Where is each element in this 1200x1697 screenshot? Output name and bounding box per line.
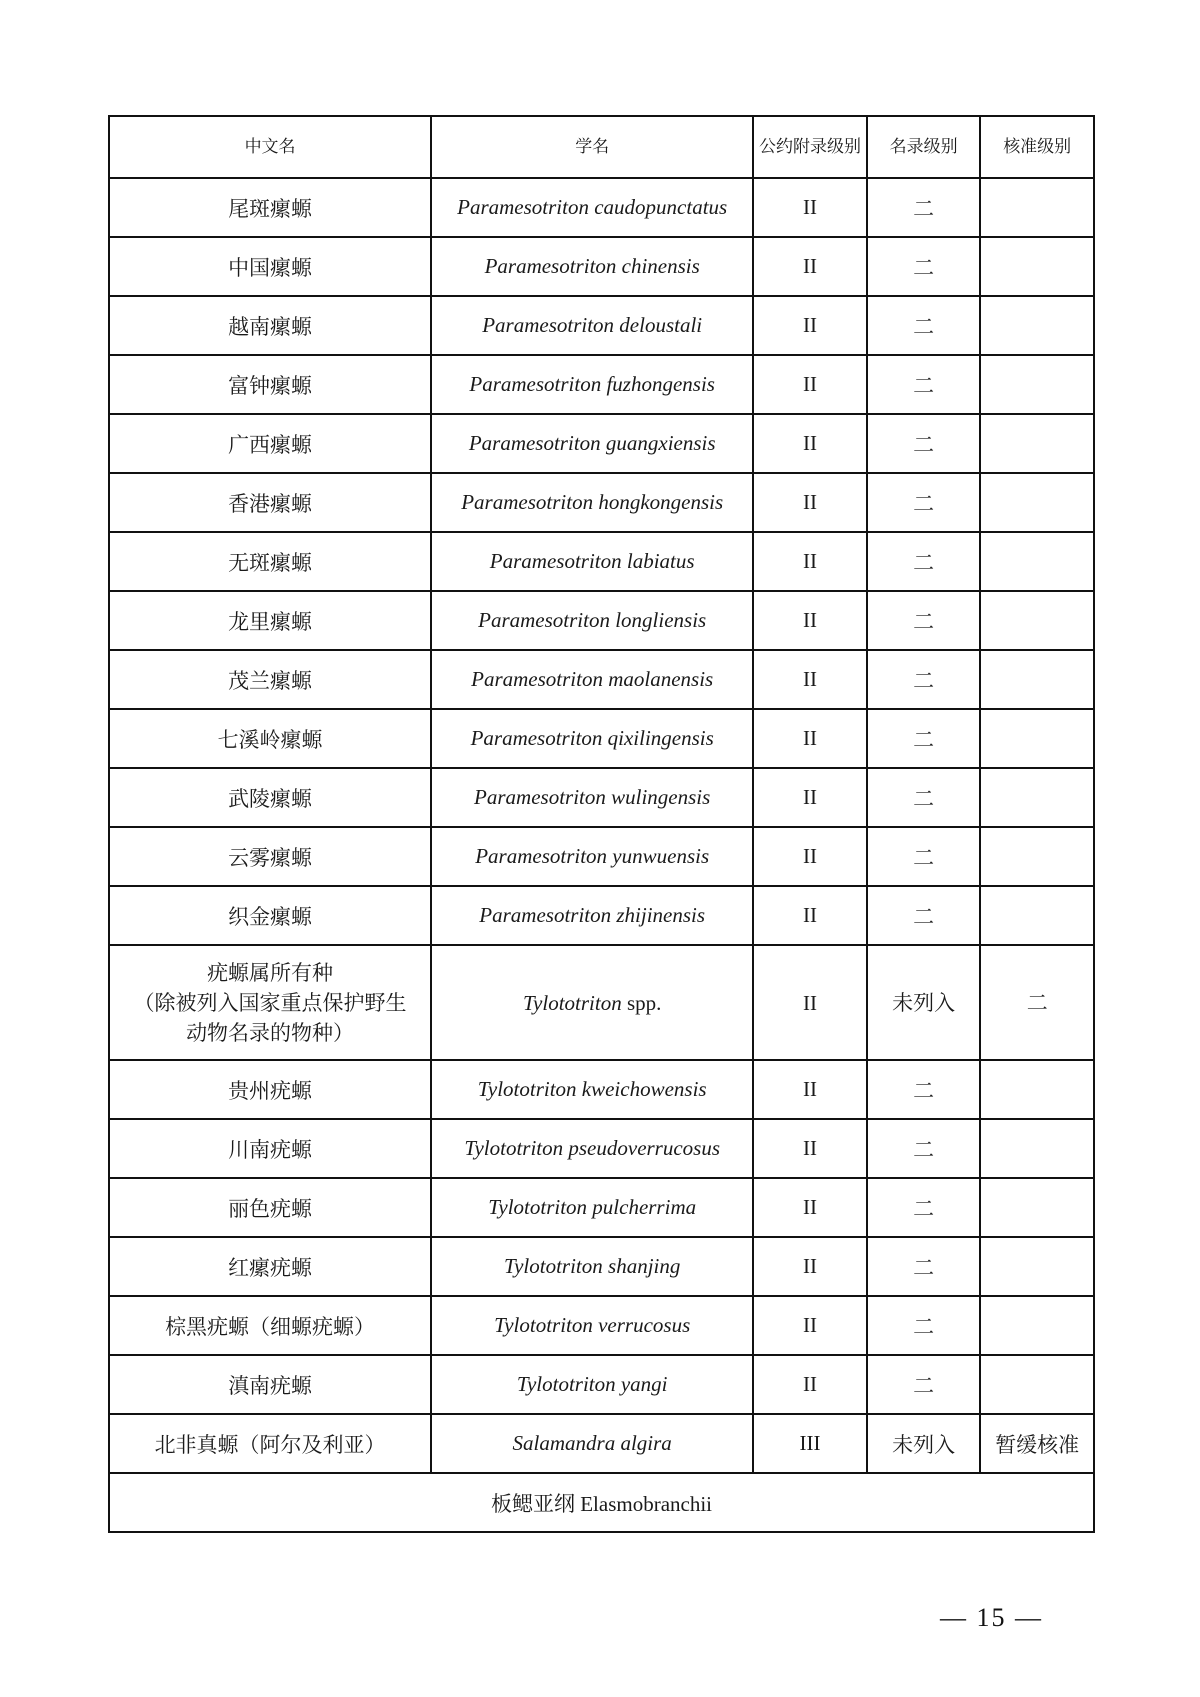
scientific-name-italic: Paramesotriton labiatus (489, 549, 695, 573)
chinese-name-cell: 丽色疣螈 (109, 1178, 431, 1237)
scientific-name-cell (431, 1119, 753, 1178)
chinese-name-cell: 川南疣螈 (109, 1119, 431, 1178)
chinese-name-cell: 中国瘰螈 (109, 237, 431, 296)
table-row (109, 1355, 1094, 1414)
cites-appendix-cell: II (753, 1119, 867, 1178)
list-level-cell: 二 (867, 355, 981, 414)
approval-level-cell: 二 (980, 945, 1094, 1060)
table-row (109, 827, 1094, 886)
header-scientific-name: 学名 (431, 116, 753, 178)
approval-level-cell (980, 1060, 1094, 1119)
approval-level-cell (980, 709, 1094, 768)
approval-level-cell (980, 237, 1094, 296)
header-approval-level: 核准级别 (980, 116, 1094, 178)
scientific-name-cell (431, 886, 753, 945)
scientific-name-italic: Tylototriton verrucosus (494, 1313, 691, 1337)
cites-appendix-cell: II (753, 650, 867, 709)
scientific-name-italic: Paramesotriton fuzhongensis (469, 372, 715, 396)
table-row (109, 178, 1094, 237)
chinese-name-cell: 织金瘰螈 (109, 886, 431, 945)
scientific-name-cell (431, 1237, 753, 1296)
list-level-cell: 二 (867, 414, 981, 473)
scientific-name-italic: Salamandra algira (512, 1431, 672, 1455)
approval-level-cell (980, 591, 1094, 650)
scientific-name-suffix: spp. (621, 990, 662, 1015)
cites-appendix-cell: II (753, 827, 867, 886)
scientific-name-italic: Paramesotriton yunwuensis (475, 844, 710, 868)
header-list-level: 名录级别 (867, 116, 981, 178)
approval-level-cell (980, 1178, 1094, 1237)
table-row (109, 886, 1094, 945)
chinese-name-cell: 香港瘰螈 (109, 473, 431, 532)
scientific-name-italic: Tylototriton kweichowensis (477, 1077, 707, 1101)
list-level-cell: 二 (867, 296, 981, 355)
chinese-name-cell: 尾斑瘰螈 (109, 178, 431, 237)
scientific-name-cell (431, 1414, 753, 1473)
species-table (108, 115, 1095, 1533)
table-row (109, 414, 1094, 473)
table-row (109, 1119, 1094, 1178)
cites-appendix-cell: II (753, 1178, 867, 1237)
chinese-name-cell: 龙里瘰螈 (109, 591, 431, 650)
section-row (109, 1473, 1094, 1532)
list-level-cell: 二 (867, 473, 981, 532)
list-level-cell: 二 (867, 650, 981, 709)
approval-level-cell (980, 532, 1094, 591)
table-row (109, 532, 1094, 591)
scientific-name-cell (431, 768, 753, 827)
scientific-name-italic: Paramesotriton guangxiensis (468, 431, 716, 455)
list-level-cell: 二 (867, 1060, 981, 1119)
table-row (109, 1296, 1094, 1355)
scientific-name-cell (431, 237, 753, 296)
scientific-name-italic: Paramesotriton maolanensis (471, 667, 714, 691)
chinese-name-cell: 富钟瘰螈 (109, 355, 431, 414)
cites-appendix-cell: II (753, 768, 867, 827)
list-level-cell: 二 (867, 178, 981, 237)
list-level-cell: 二 (867, 1355, 981, 1414)
table-row (109, 1414, 1094, 1473)
list-level-cell: 二 (867, 1178, 981, 1237)
approval-level-cell (980, 1119, 1094, 1178)
scientific-name-cell (431, 532, 753, 591)
scientific-name-cell (431, 591, 753, 650)
chinese-name-cell: 贵州疣螈 (109, 1060, 431, 1119)
approval-level-cell (980, 473, 1094, 532)
table-row (109, 768, 1094, 827)
scientific-name-italic: Tylototriton yangi (516, 1372, 668, 1396)
list-level-cell: 二 (867, 827, 981, 886)
header-cites-appendix: 公约附录级别 (753, 116, 867, 178)
chinese-name-cell: 红瘰疣螈 (109, 1237, 431, 1296)
cites-appendix-cell: II (753, 591, 867, 650)
cites-appendix-cell: II (753, 414, 867, 473)
scientific-name-italic: Tylototriton pseudoverrucosus (464, 1136, 721, 1160)
chinese-name-cell: 越南瘰螈 (109, 296, 431, 355)
list-level-cell: 二 (867, 591, 981, 650)
header-chinese-name: 中文名 (109, 116, 431, 178)
scientific-name-cell (431, 1060, 753, 1119)
chinese-name-cell: 广西瘰螈 (109, 414, 431, 473)
approval-level-cell (980, 886, 1094, 945)
scientific-name-italic: Paramesotriton qixilingensis (470, 726, 714, 750)
cites-appendix-cell: II (753, 1060, 867, 1119)
list-level-cell: 未列入 (867, 945, 981, 1060)
cites-appendix-cell: II (753, 473, 867, 532)
scientific-name-cell (431, 945, 753, 1060)
scientific-name-cell (431, 650, 753, 709)
cites-appendix-cell: II (753, 886, 867, 945)
table-row (109, 355, 1094, 414)
section-title: 板鳃亚纲 Elasmobranchii (109, 1473, 1094, 1532)
scientific-name-cell (431, 827, 753, 886)
approval-level-cell (980, 355, 1094, 414)
cites-appendix-cell: II (753, 178, 867, 237)
approval-level-cell (980, 296, 1094, 355)
table-row (109, 1060, 1094, 1119)
scientific-name-cell (431, 414, 753, 473)
chinese-name-cell: 棕黑疣螈（细螈疣螈） (109, 1296, 431, 1355)
scientific-name-italic: Paramesotriton caudopunctatus (457, 195, 728, 219)
cites-appendix-cell: II (753, 1237, 867, 1296)
scientific-name-italic: Paramesotriton zhijinensis (479, 903, 706, 927)
cites-appendix-cell: II (753, 1355, 867, 1414)
cites-appendix-cell: III (753, 1414, 867, 1473)
cites-appendix-cell: II (753, 355, 867, 414)
table-row (109, 709, 1094, 768)
approval-level-cell (980, 178, 1094, 237)
page-number: — 15 — (940, 1603, 1043, 1632)
chinese-name-cell: 北非真螈（阿尔及利亚） (109, 1414, 431, 1473)
scientific-name-italic: Paramesotriton wulingensis (474, 785, 711, 809)
chinese-name-cell: 云雾瘰螈 (109, 827, 431, 886)
list-level-cell: 二 (867, 886, 981, 945)
table-header-row (109, 116, 1094, 178)
approval-level-cell (980, 1237, 1094, 1296)
scientific-name-cell (431, 1178, 753, 1237)
approval-level-cell (980, 650, 1094, 709)
cites-appendix-cell: II (753, 709, 867, 768)
table-row (109, 945, 1094, 1060)
chinese-name-cell: 茂兰瘰螈 (109, 650, 431, 709)
scientific-name-cell (431, 178, 753, 237)
scientific-name-italic: Tylototriton pulcherrima (488, 1195, 697, 1219)
chinese-name-cell: 七溪岭瘰螈 (109, 709, 431, 768)
table-row (109, 1237, 1094, 1296)
table-row (109, 650, 1094, 709)
chinese-name-cell: 疣螈属所有种 （除被列入国家重点保护野生 动物名录的物种） (109, 945, 431, 1060)
list-level-cell: 未列入 (867, 1414, 981, 1473)
cites-appendix-cell: II (753, 945, 867, 1060)
list-level-cell: 二 (867, 532, 981, 591)
scientific-name-italic: Paramesotriton deloustali (482, 313, 703, 337)
approval-level-cell (980, 1355, 1094, 1414)
list-level-cell: 二 (867, 237, 981, 296)
scientific-name-italic: Paramesotriton hongkongensis (461, 490, 724, 514)
scientific-name-italic: Tylototriton shanjing (503, 1254, 681, 1278)
cites-appendix-cell: II (753, 532, 867, 591)
scientific-name-italic: Paramesotriton longliensis (478, 608, 707, 632)
chinese-name-cell: 武陵瘰螈 (109, 768, 431, 827)
list-level-cell: 二 (867, 1296, 981, 1355)
approval-level-cell (980, 827, 1094, 886)
table-row (109, 473, 1094, 532)
scientific-name-italic: Tylototriton (522, 990, 622, 1015)
approval-level-cell (980, 414, 1094, 473)
table-body (109, 178, 1094, 1473)
table-row (109, 1178, 1094, 1237)
table-row (109, 296, 1094, 355)
scientific-name-cell (431, 709, 753, 768)
scientific-name-cell (431, 1355, 753, 1414)
scientific-name-cell (431, 473, 753, 532)
approval-level-cell: 暂缓核准 (980, 1414, 1094, 1473)
list-level-cell: 二 (867, 1237, 981, 1296)
list-level-cell: 二 (867, 1119, 981, 1178)
scientific-name-cell (431, 296, 753, 355)
scientific-name-italic: Paramesotriton chinensis (484, 254, 700, 278)
chinese-name-cell: 滇南疣螈 (109, 1355, 431, 1414)
cites-appendix-cell: II (753, 296, 867, 355)
cites-appendix-cell: II (753, 1296, 867, 1355)
table-row (109, 591, 1094, 650)
cites-appendix-cell: II (753, 237, 867, 296)
scientific-name-cell (431, 1296, 753, 1355)
chinese-name-cell: 无斑瘰螈 (109, 532, 431, 591)
approval-level-cell (980, 1296, 1094, 1355)
list-level-cell: 二 (867, 709, 981, 768)
list-level-cell: 二 (867, 768, 981, 827)
scientific-name-cell (431, 355, 753, 414)
approval-level-cell (980, 768, 1094, 827)
table-row (109, 237, 1094, 296)
